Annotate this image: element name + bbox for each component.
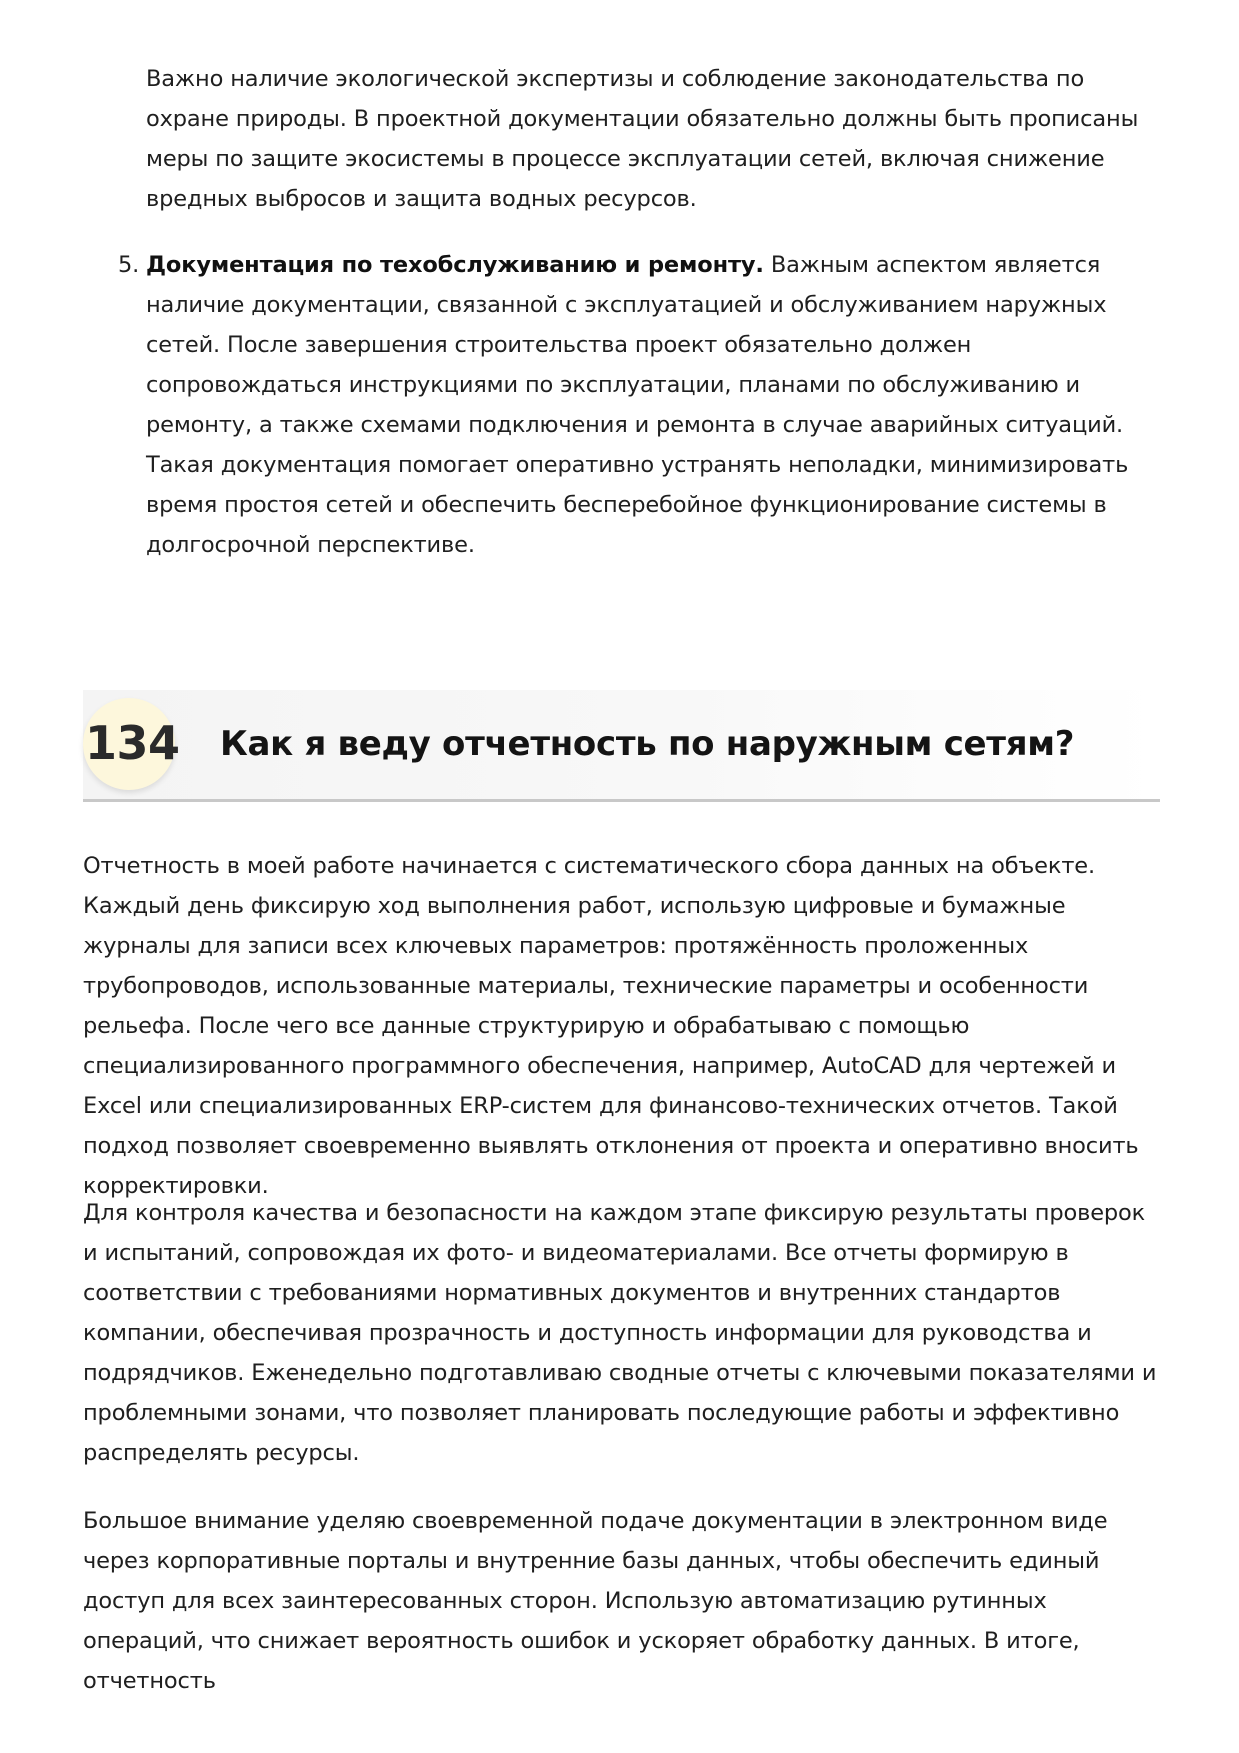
section-number: 134: [85, 716, 180, 770]
paragraph-2: Для контроля качества и безопасности на каждом этапе фиксирую результаты проверок и испытаний, сопровождая их фото- и видеоматериалами. Все отчеты формирую в соответствии с требованиями нормативных документов и внутренних стандартов компании, обеспечивая прозрачность и доступность информации для руководства и подрядчиков. Еженедельно подготавливаю сводные отчеты с ключевыми показателями и проблемными зонами, что позволяет планировать последующие работы и эффективно распределять ресурсы.: [83, 1200, 1157, 1466]
paragraph-1: Отчетность в моей работе начинается с систематического сбора данных на объекте. Каждый день фиксирую ход выполнения работ, использую цифровые и бумажные журналы для записи всех ключевых параметров: протяжённость проложенных трубопроводов, использованные материалы, технические параметры и особенности рельефа. После чего все данные структурирую и обрабатываю с помощью специализированного программного обеспечения, например, AutoCAD для чертежей и Excel или специализированных ERP-систем для финансово-технических отчетов. Такой подход позволяет своевременно выявлять отклонения от проекта и оперативно вносить корректировки.: [83, 853, 1139, 1199]
list-item-5: [118, 245, 1171, 565]
paragraph-3: Большое внимание уделяю своевременной подаче документации в электронном виде через корпоративные порталы и внутренние базы данных, чтобы обеспечить единый доступ для всех заинтересованных сторон. Использую автоматизацию рутинных операций, что снижает вероятность ошибок и ускоряет обработку данных. В итоге, отчетность: [83, 1508, 1108, 1694]
list-item-text: Важным аспектом является наличие документации, связанной с эксплуатацией и обслуживанием наружных сетей. После завершения строительства проект обязательно должен сопровождаться инструкциями по эксплуатации, планами по обслуживанию и ремонту, а также схемами подключения и ремонта в случае аварийных ситуаций. Такая документация помогает оперативно устранять неполадки, минимизировать время простоя сетей и обеспечить бесперебойное функционирование системы в долгосрочной перспективе.: [146, 252, 1129, 558]
list-item-number: 5.: [118, 252, 140, 278]
continued-paragraph: Важно наличие экологической экспертизы и соблюдение законодательства по охране природы. В проектной документации обязательно должны быть прописаны меры по защите экосистемы в процессе эксплуатации сетей, включая снижение вредных выбросов и защита водных ресурсов.: [146, 66, 1139, 212]
section-divider: [83, 799, 1160, 802]
section-title: Как я веду отчетность по наружным сетям?: [220, 724, 1075, 764]
list-item-title: Документация по техобслуживанию и ремонту.: [146, 252, 764, 278]
section-header: [83, 690, 1160, 802]
